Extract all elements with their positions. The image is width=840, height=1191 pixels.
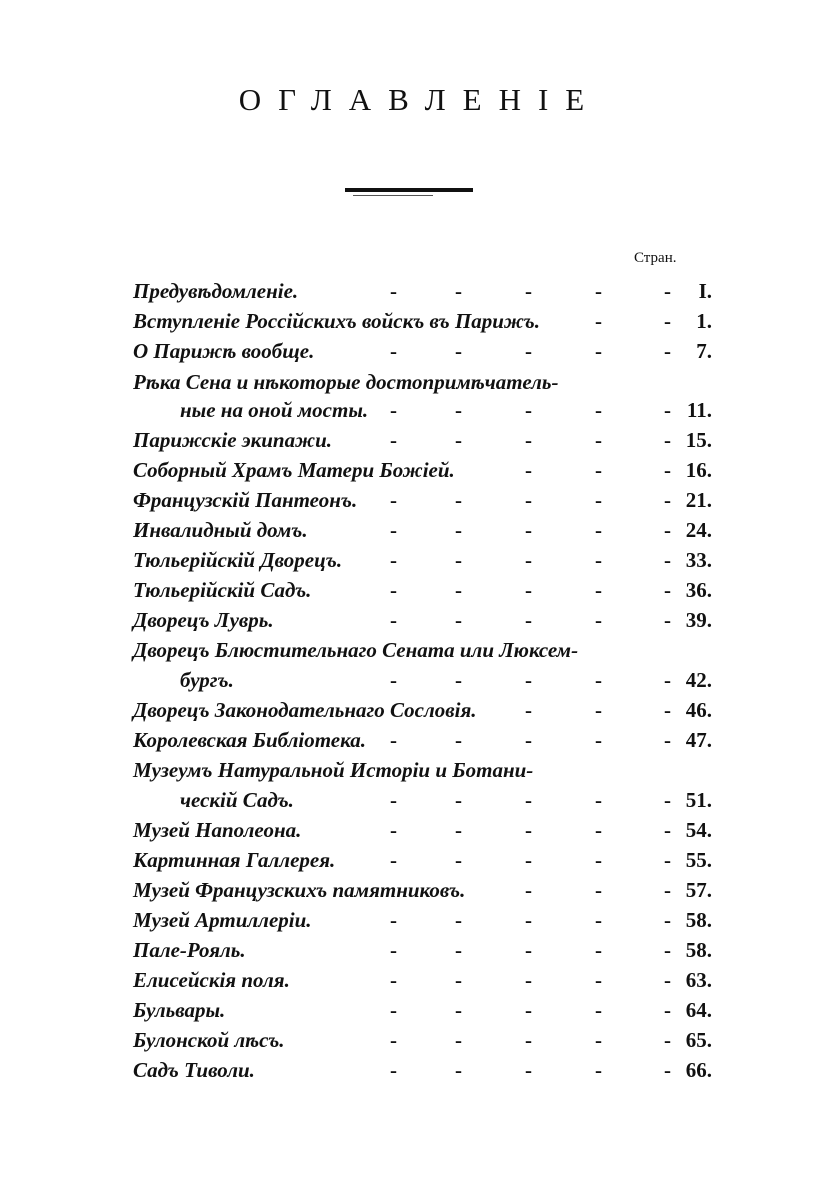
toc-entry-page: 24. [685, 518, 712, 542]
leader-dash: - [455, 968, 462, 992]
leader-dash: - [595, 938, 602, 962]
toc-entry-title: Музей Наполеона. [133, 818, 302, 842]
toc-entry-page: 58. [685, 938, 712, 962]
leader-dash: - [664, 938, 671, 962]
toc-entry-page: 66. [685, 1058, 712, 1082]
leader-dash: - [595, 1028, 602, 1052]
toc-entry-title: Елисейскія поля. [133, 968, 290, 992]
page-title: ОГЛАВЛЕНІЕ [238, 82, 602, 117]
toc-entry [0, 818, 840, 848]
leader-dash: - [595, 698, 602, 722]
leader-dash: - [390, 608, 397, 632]
leader-dash: - [455, 818, 462, 842]
title-rule [345, 188, 473, 192]
leader-dash: - [595, 728, 602, 752]
toc-entry [0, 339, 840, 369]
toc-entry-title: Рѣка Сена и нѣкоторые достопримѣчатель- [133, 370, 559, 394]
leader-dash: - [390, 488, 397, 512]
leader-dash: - [664, 878, 671, 902]
toc-entry-page: 21. [685, 488, 712, 512]
toc-entry-page: 39. [685, 608, 712, 632]
leader-dash: - [455, 279, 462, 303]
leader-dash: - [390, 788, 397, 812]
toc-entry-page: 11. [686, 398, 712, 422]
leader-dash: - [525, 458, 532, 482]
toc-entry [0, 698, 840, 728]
leader-dash: - [525, 968, 532, 992]
leader-dash: - [595, 488, 602, 512]
leader-dash: - [595, 818, 602, 842]
leader-dash: - [664, 728, 671, 752]
leader-dash: - [390, 339, 397, 363]
leader-dash: - [455, 488, 462, 512]
toc-entry [0, 428, 840, 458]
leader-dash: - [390, 938, 397, 962]
toc-entry-page: 1. [696, 309, 712, 333]
toc-entry-page: 51. [685, 788, 712, 812]
toc-entry [0, 608, 840, 638]
toc-entry-page: 64. [685, 998, 712, 1022]
leader-dash: - [595, 968, 602, 992]
leader-dash: - [525, 668, 532, 692]
leader-dash: - [455, 848, 462, 872]
toc-entry [0, 638, 840, 668]
toc-entry-title: Дворецъ Законодательнаго Сословія. [133, 698, 477, 722]
leader-dash: - [390, 578, 397, 602]
leader-dash: - [664, 488, 671, 512]
toc-entry-page: 47. [685, 728, 712, 752]
leader-dash: - [525, 1058, 532, 1082]
toc-entry [0, 938, 840, 968]
toc-entry-title: бургъ. [180, 668, 234, 692]
leader-dash: - [390, 908, 397, 932]
toc-entry [0, 458, 840, 488]
toc-entry-page: 33. [685, 548, 712, 572]
toc-entry-title: Дворецъ Блюстительнаго Сената или Люксем- [133, 638, 579, 662]
leader-dash: - [595, 668, 602, 692]
leader-dash: - [664, 848, 671, 872]
toc-entry-title: Дворецъ Луврь. [133, 608, 274, 632]
leader-dash: - [664, 608, 671, 632]
toc-entry [0, 488, 840, 518]
leader-dash: - [455, 428, 462, 452]
toc-entry-page: 42. [685, 668, 712, 692]
leader-dash: - [664, 818, 671, 842]
leader-dash: - [390, 998, 397, 1022]
toc-entry-page: 16. [685, 458, 712, 482]
toc-entry-page: 58. [685, 908, 712, 932]
leader-dash: - [390, 279, 397, 303]
toc-entry-title: Тюльерійскій Садъ. [133, 578, 312, 602]
leader-dash: - [455, 668, 462, 692]
leader-dash: - [664, 548, 671, 572]
leader-dash: - [664, 1028, 671, 1052]
leader-dash: - [525, 488, 532, 512]
leader-dash: - [664, 698, 671, 722]
leader-dash: - [390, 428, 397, 452]
toc-entry-page: 65. [685, 1028, 712, 1052]
leader-dash: - [525, 908, 532, 932]
leader-dash: - [390, 728, 397, 752]
leader-dash: - [455, 518, 462, 542]
leader-dash: - [525, 698, 532, 722]
page-column-heading: Стран. [634, 250, 677, 266]
leader-dash: - [595, 788, 602, 812]
toc-entry-title: Тюльерійскій Дворецъ. [133, 548, 343, 572]
toc-entry-page: 57. [685, 878, 712, 902]
toc-entry-title: Пале-Рояль. [133, 938, 246, 962]
leader-dash: - [664, 788, 671, 812]
leader-dash: - [525, 428, 532, 452]
toc-entry-title: Королевская Библіотека. [133, 728, 366, 752]
leader-dash: - [595, 458, 602, 482]
leader-dash: - [525, 938, 532, 962]
toc-entry [0, 878, 840, 908]
leader-dash: - [455, 608, 462, 632]
leader-dash: - [525, 339, 532, 363]
toc-entry-title: Предувѣдомленіе. [133, 279, 299, 303]
toc-entry [0, 279, 840, 309]
leader-dash: - [525, 728, 532, 752]
leader-dash: - [595, 908, 602, 932]
toc-entry-title: Инвалидный домъ. [133, 518, 308, 542]
leader-dash: - [455, 398, 462, 422]
toc-entry-title: Парижскіе экипажи. [133, 428, 332, 452]
toc-entry-title: Музей Французскихъ памятниковъ. [133, 878, 466, 902]
leader-dash: - [664, 998, 671, 1022]
toc-entry-page: 36. [685, 578, 712, 602]
leader-dash: - [664, 458, 671, 482]
toc-entry-page: 7. [696, 339, 712, 363]
leader-dash: - [455, 339, 462, 363]
toc-entry-title: Музей Артиллеріи. [133, 908, 312, 932]
leader-dash: - [595, 279, 602, 303]
leader-dash: - [525, 548, 532, 572]
toc-entry-title: Картинная Галлерея. [133, 848, 336, 872]
leader-dash: - [664, 339, 671, 363]
leader-dash: - [664, 1058, 671, 1082]
leader-dash: - [595, 848, 602, 872]
toc-entry-title: Музеумъ Натуральной Исторіи и Ботани- [133, 758, 534, 782]
leader-dash: - [455, 1028, 462, 1052]
leader-dash: - [390, 518, 397, 542]
leader-dash: - [455, 788, 462, 812]
toc-entry-title: ческій Садъ. [180, 788, 294, 812]
toc-entry-page: 46. [685, 698, 712, 722]
toc-entry-title: Бульвары. [133, 998, 226, 1022]
toc-entry [0, 848, 840, 878]
toc-entry [0, 370, 840, 400]
toc-entry-title: ные на оной мосты. [180, 398, 369, 422]
leader-dash: - [595, 309, 602, 333]
leader-dash: - [664, 398, 671, 422]
leader-dash: - [595, 608, 602, 632]
leader-dash: - [525, 878, 532, 902]
toc-entry [0, 578, 840, 608]
toc-entry-title: Французскій Пантеонъ. [133, 488, 358, 512]
toc-entry [0, 728, 840, 758]
toc-entry-page: 63. [685, 968, 712, 992]
toc-entry [0, 309, 840, 339]
leader-dash: - [525, 578, 532, 602]
leader-dash: - [664, 279, 671, 303]
toc-entry [0, 518, 840, 548]
leader-dash: - [595, 428, 602, 452]
leader-dash: - [595, 578, 602, 602]
leader-dash: - [664, 518, 671, 542]
leader-dash: - [525, 998, 532, 1022]
leader-dash: - [390, 1058, 397, 1082]
toc-entry [0, 1058, 840, 1088]
leader-dash: - [525, 1028, 532, 1052]
leader-dash: - [390, 1028, 397, 1052]
leader-dash: - [455, 998, 462, 1022]
leader-dash: - [455, 908, 462, 932]
toc-entry [0, 908, 840, 938]
toc-entry [0, 968, 840, 998]
leader-dash: - [664, 309, 671, 333]
leader-dash: - [390, 848, 397, 872]
toc-entry [0, 1028, 840, 1058]
toc-entry [0, 788, 840, 818]
leader-dash: - [525, 608, 532, 632]
leader-dash: - [595, 878, 602, 902]
leader-dash: - [525, 279, 532, 303]
toc-entry-title: Соборный Храмъ Матери Божіей. [133, 458, 455, 482]
leader-dash: - [525, 818, 532, 842]
leader-dash: - [525, 398, 532, 422]
toc-entry-title: Вступленіе Россійскихъ войскъ въ Парижъ. [133, 309, 540, 333]
leader-dash: - [595, 998, 602, 1022]
leader-dash: - [595, 548, 602, 572]
leader-dash: - [595, 339, 602, 363]
leader-dash: - [455, 578, 462, 602]
leader-dash: - [455, 1058, 462, 1082]
leader-dash: - [664, 428, 671, 452]
toc-entry-title: Садъ Тиволи. [133, 1058, 255, 1082]
leader-dash: - [455, 938, 462, 962]
toc-entry-page: I. [698, 279, 712, 303]
leader-dash: - [390, 548, 397, 572]
leader-dash: - [595, 398, 602, 422]
leader-dash: - [390, 668, 397, 692]
toc-entry-page: 54. [685, 818, 712, 842]
leader-dash: - [664, 908, 671, 932]
leader-dash: - [664, 968, 671, 992]
toc-entry-title: О Парижѣ вообще. [133, 339, 315, 363]
leader-dash: - [525, 848, 532, 872]
leader-dash: - [455, 548, 462, 572]
leader-dash: - [390, 968, 397, 992]
leader-dash: - [525, 788, 532, 812]
toc-entry [0, 758, 840, 788]
leader-dash: - [595, 518, 602, 542]
toc-entry [0, 998, 840, 1028]
leader-dash: - [455, 728, 462, 752]
leader-dash: - [390, 398, 397, 422]
toc-entry-page: 55. [685, 848, 712, 872]
leader-dash: - [390, 818, 397, 842]
toc-entry [0, 548, 840, 578]
leader-dash: - [525, 518, 532, 542]
leader-dash: - [595, 1058, 602, 1082]
leader-dash: - [664, 668, 671, 692]
toc-entry [0, 668, 840, 698]
toc-entry [0, 398, 840, 428]
toc-entry-page: 15. [685, 428, 712, 452]
toc-entry-title: Булонской лѣсъ. [133, 1028, 285, 1052]
leader-dash: - [664, 578, 671, 602]
